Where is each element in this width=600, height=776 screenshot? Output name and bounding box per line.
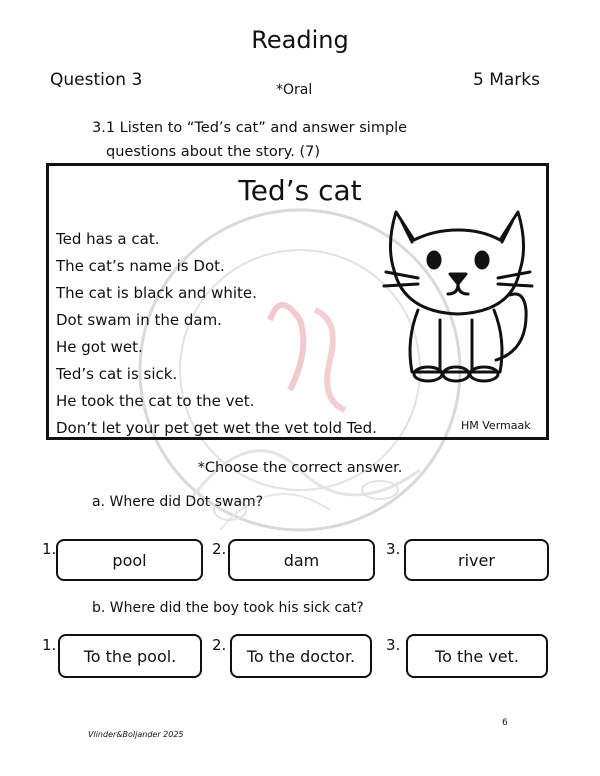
story-line: The cat’s name is Dot. — [56, 257, 225, 275]
cat-illustration — [378, 200, 536, 390]
story-text — [56, 226, 377, 442]
story-line: He took the cat to the vet. — [56, 392, 255, 410]
option-label: pool — [112, 550, 147, 570]
option-label: To the pool. — [83, 646, 177, 666]
instruction-line-1: 3.1 Listen to “Ted’s cat” and answer simple — [92, 120, 408, 136]
story-line: Ted has a cat. — [56, 230, 160, 248]
question-a: a. Where did Dot swam? — [92, 494, 264, 510]
oral-label: *Oral — [276, 82, 313, 98]
instruction — [92, 116, 422, 164]
question-number: Question 3 — [50, 70, 143, 90]
answer-option-to-the-pool[interactable] — [58, 634, 202, 678]
story-line: Don’t let your pet get wet the vet told Ted. — [56, 419, 377, 437]
story-line: Ted’s cat is sick. — [56, 365, 178, 383]
page-number: 6 — [502, 718, 508, 728]
option-label: To the vet. — [435, 646, 519, 666]
answer-option-river[interactable] — [404, 539, 549, 581]
footer-credit: Vlinder&Boljander 2025 — [88, 730, 184, 739]
marks-label: 5 Marks — [473, 70, 540, 90]
question-b: b. Where did the boy took his sick cat? — [92, 600, 364, 616]
choose-instruction: *Choose the correct answer. — [197, 460, 403, 476]
option-number: 3. — [386, 636, 401, 654]
answer-option-pool[interactable] — [56, 539, 203, 581]
option-number: 1. — [42, 636, 57, 654]
answer-option-to-the-doctor[interactable] — [230, 634, 372, 678]
answer-option-to-the-vet[interactable] — [406, 634, 548, 678]
option-label: river — [458, 550, 495, 570]
story-title: Ted’s cat — [238, 174, 362, 207]
answer-option-dam[interactable] — [228, 539, 375, 581]
option-number: 2. — [212, 636, 227, 654]
option-number: 3. — [386, 540, 401, 558]
story-line: He got wet. — [56, 338, 143, 356]
page-title: Reading — [251, 26, 349, 54]
author: HM Vermaak — [461, 419, 531, 432]
story-line: The cat is black and white. — [56, 284, 257, 302]
option-number: 1. — [42, 540, 57, 558]
instruction-line-2: questions about the story. (7) — [106, 144, 321, 160]
story-line: Dot swam in the dam. — [56, 311, 222, 329]
option-label: dam — [283, 550, 320, 570]
option-number: 2. — [212, 540, 227, 558]
option-label: To the doctor. — [246, 646, 356, 666]
